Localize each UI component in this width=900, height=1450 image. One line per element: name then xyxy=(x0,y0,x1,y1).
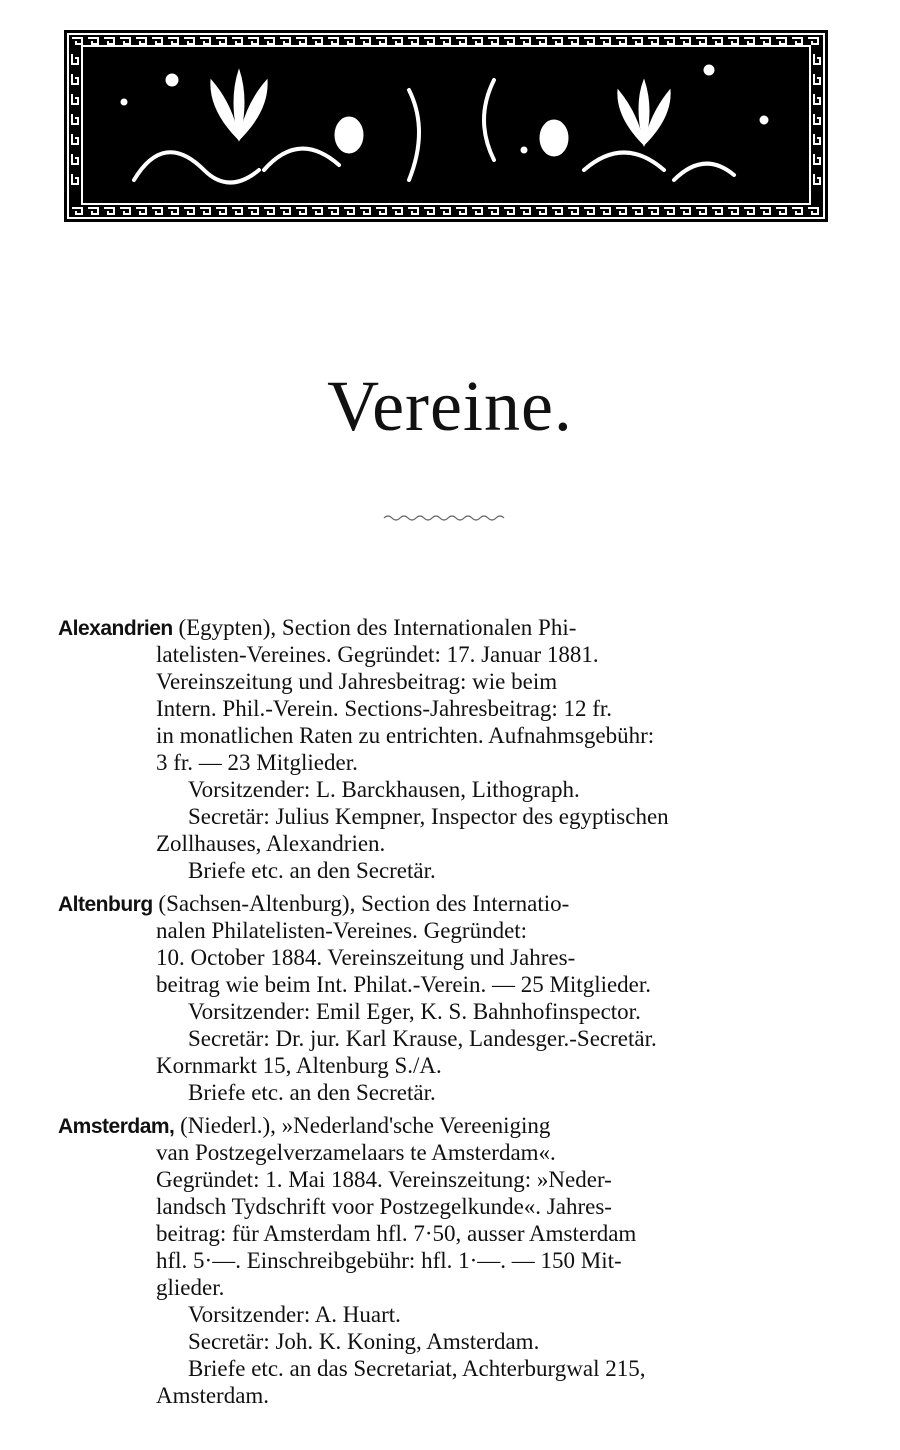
entry-line: hfl. 5·—. Einschreibgebühr: hfl. 1·—. — 150 Mit- xyxy=(156,1248,622,1273)
entry-line: 3 fr. — 23 Mitglieder. xyxy=(156,750,358,775)
entry-text: (Egypten), Section des Internationalen Phi- xyxy=(178,615,577,640)
entry-line: Vorsitzender: A. Huart. xyxy=(188,1302,401,1327)
entry-line: Gegründet: 1. Mai 1884. Vereinszeitung: »Neder- xyxy=(156,1167,612,1192)
entry-line: Briefe etc. an den Secretär. xyxy=(188,1080,436,1105)
entry-line: latelisten-Vereines. Gegründet: 17. Januar 1881. xyxy=(156,642,599,667)
association-entry-altenburg xyxy=(58,890,838,1106)
entry-line: Briefe etc. an das Secretariat, Achterburgwal 215, xyxy=(188,1356,646,1381)
entry-line: Secretär: Joh. K. Koning, Amsterdam. xyxy=(188,1329,540,1354)
entry-line: Briefe etc. an den Secretär. xyxy=(188,858,436,883)
entry-line: Zollhauses, Alexandrien. xyxy=(156,831,386,856)
entry-line: landsch Tydschrift voor Postzegelkunde«. Jahres- xyxy=(156,1194,612,1219)
city-name: Amsterdam, xyxy=(58,1115,175,1138)
entry-line: Secretär: Julius Kempner, Inspector des egyptischen xyxy=(188,804,669,829)
entry-line: Vorsitzender: Emil Eger, K. S. Bahnhofinspector. xyxy=(188,999,641,1024)
entry-line: Vereinszeitung und Jahresbeitrag: wie beim xyxy=(156,669,558,694)
association-entry-amsterdam xyxy=(58,1112,838,1409)
entry-text: (Sachsen-Altenburg), Section des Internatio- xyxy=(158,891,570,916)
entry-line: Amsterdam. xyxy=(156,1383,270,1408)
entry-text: (Niederl.), »Nederland'sche Vereeniging xyxy=(180,1113,551,1138)
association-entry-alexandrien xyxy=(58,614,838,884)
entry-line xyxy=(58,614,838,641)
page-title: Vereine. xyxy=(327,366,573,446)
entry-line: Kornmarkt 15, Altenburg S./A. xyxy=(156,1053,442,1078)
entry-line: glieder. xyxy=(156,1275,225,1300)
association-list xyxy=(58,614,838,1415)
ornamental-header-band-icon xyxy=(64,30,828,222)
entry-line: beitrag wie beim Int. Philat.-Verein. — 25 Mitglieder. xyxy=(156,972,652,997)
entry-line: 10. October 1884. Vereinszeitung und Jahres- xyxy=(156,945,576,970)
entry-line xyxy=(58,1112,838,1139)
city-name: Alexandrien xyxy=(58,617,173,640)
entry-line: Vorsitzender: L. Barckhausen, Lithograph. xyxy=(188,777,580,802)
entry-line: Secretär: Dr. jur. Karl Krause, Landesger.-Secretär. xyxy=(188,1026,657,1051)
title-rule-ornament-icon xyxy=(382,510,512,524)
entry-line: van Postzegelverzamelaars te Amsterdam«. xyxy=(156,1140,556,1165)
entry-line: in monatlichen Raten zu entrichten. Aufnahmsgebühr: xyxy=(156,723,655,748)
city-name: Altenburg xyxy=(58,893,153,916)
entry-line: nalen Philatelisten-Vereines. Gegründet: xyxy=(156,918,528,943)
entry-line: Intern. Phil.-Verein. Sections-Jahresbeitrag: 12 fr. xyxy=(156,696,613,721)
entry-line xyxy=(58,890,838,917)
entry-line: beitrag: für Amsterdam hfl. 7·50, ausser Amsterdam xyxy=(156,1221,637,1246)
